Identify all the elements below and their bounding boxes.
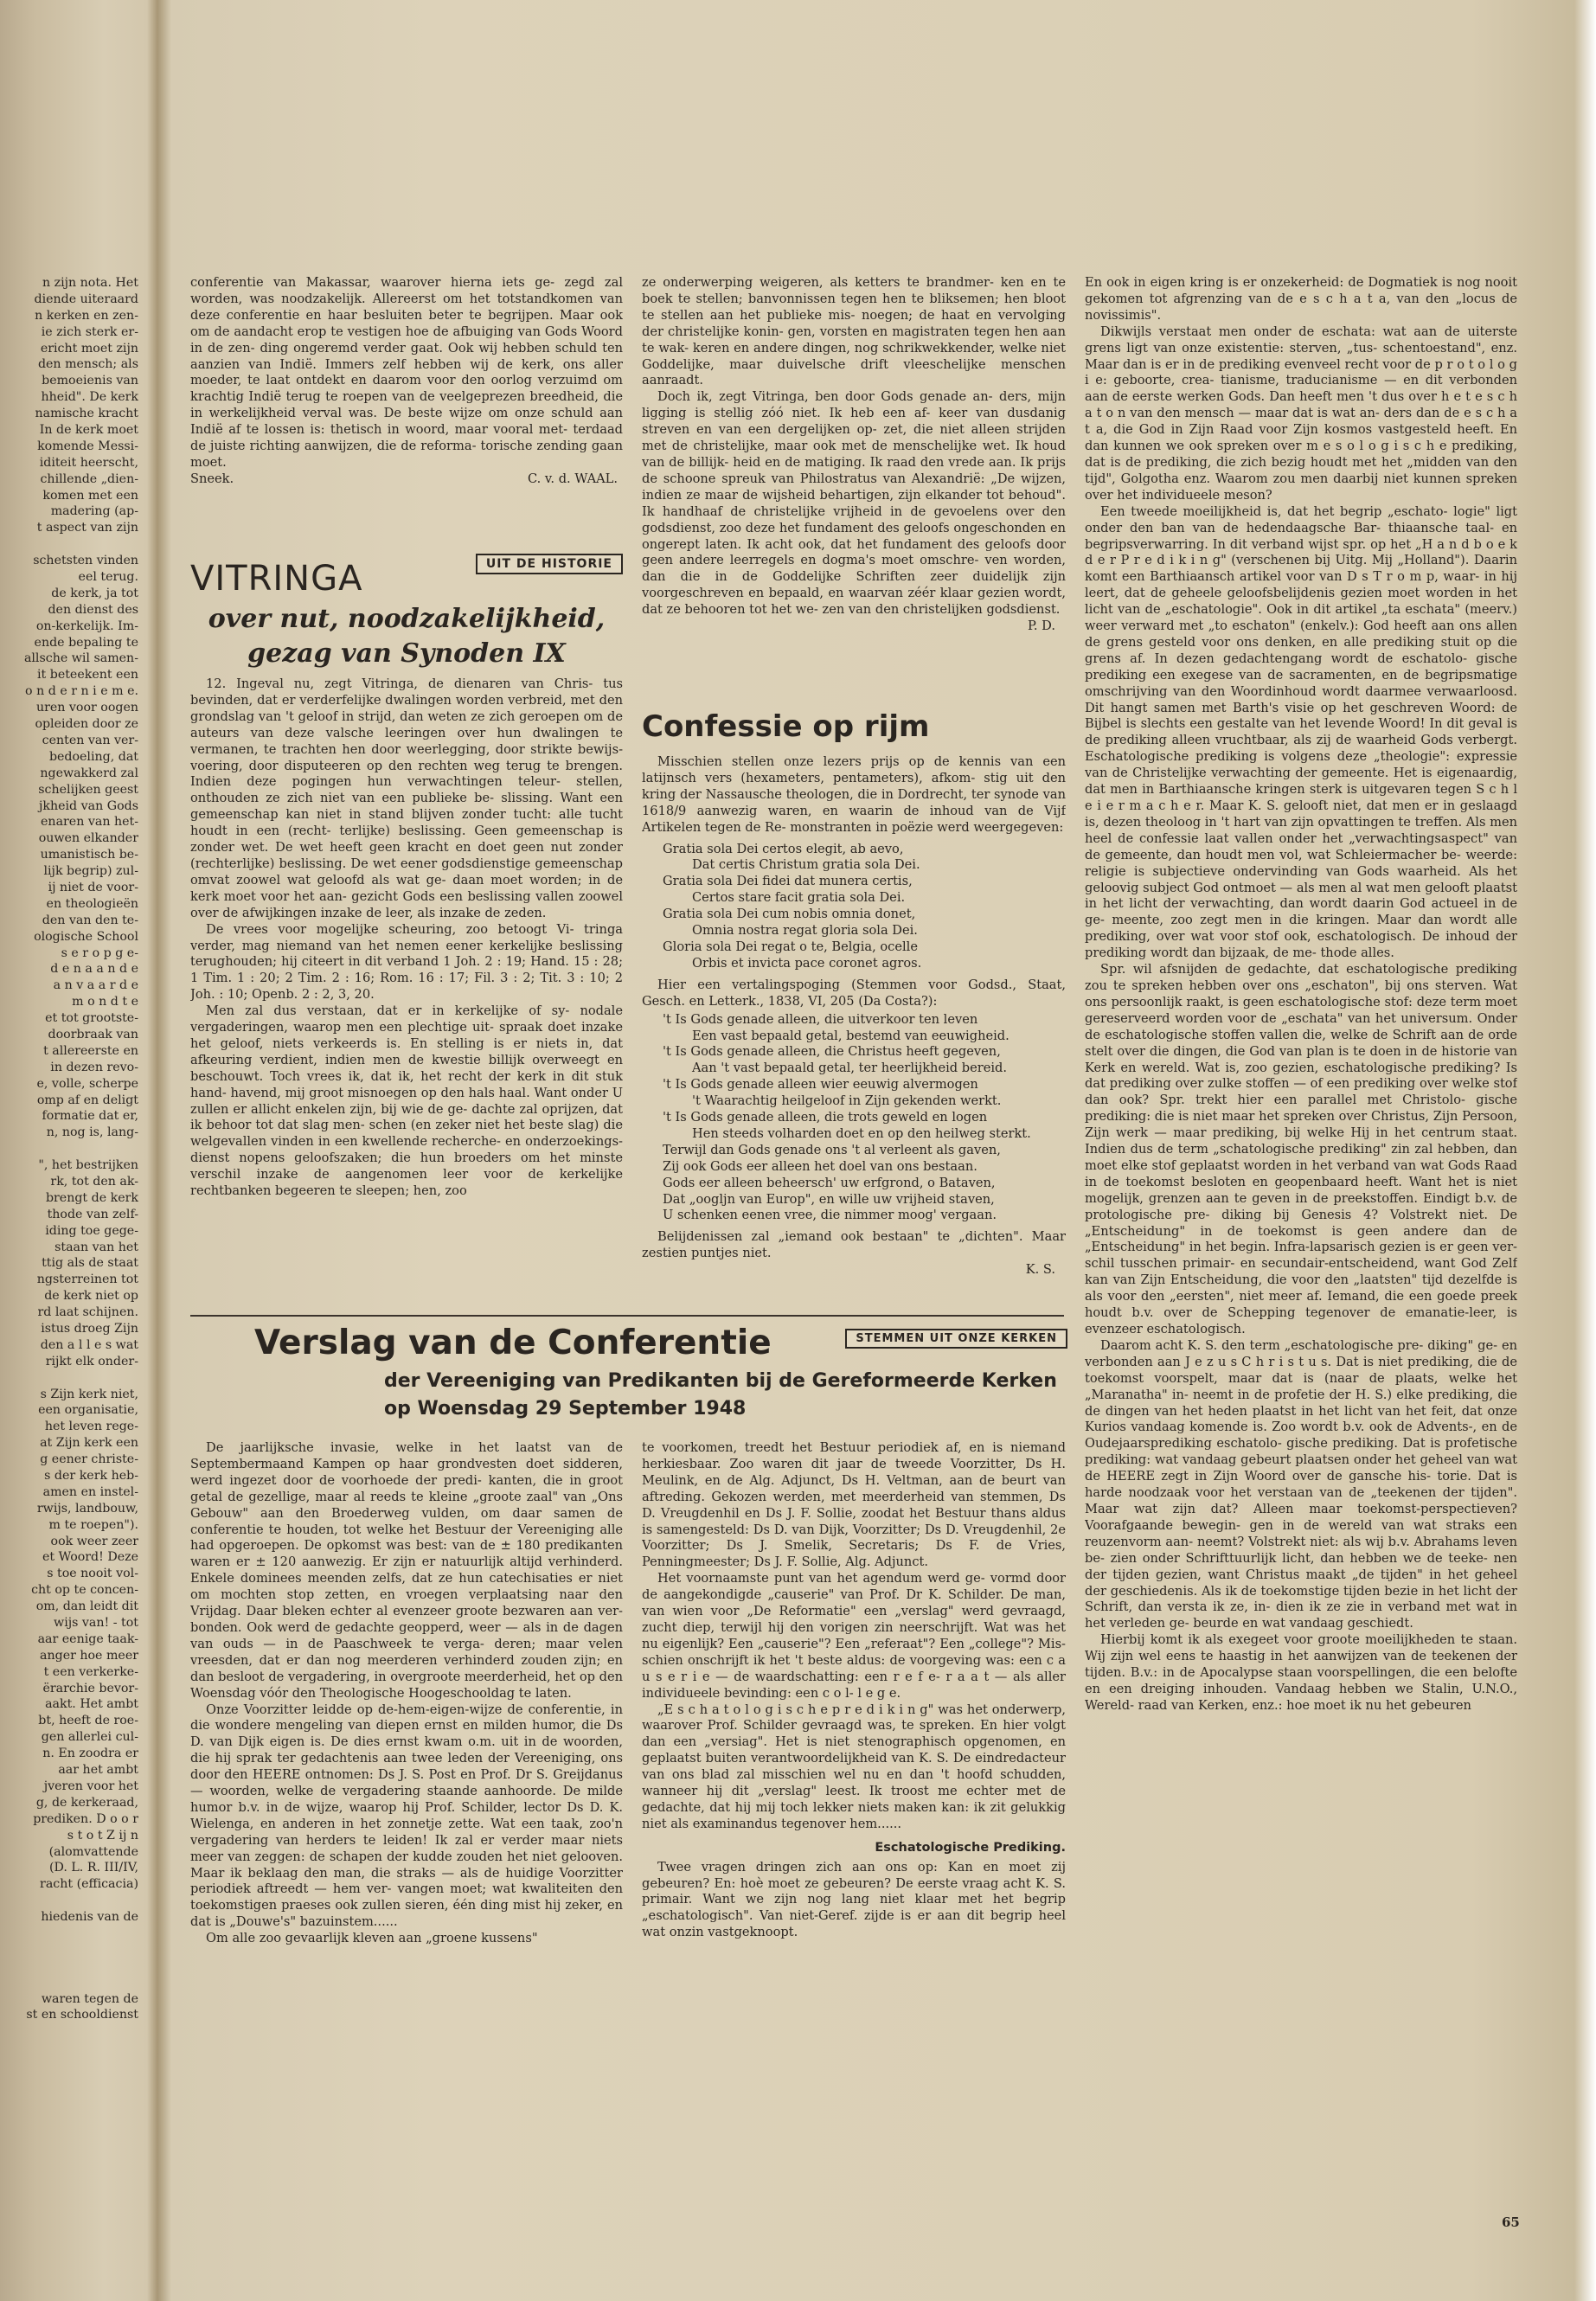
left-strip-line: a n v a a r d e (53, 978, 138, 993)
verslag-header (254, 1324, 1067, 1432)
left-strip-line: jkheid van Gods (38, 798, 138, 813)
left-strip-line: o n d e r n i e m e. (25, 684, 138, 699)
left-strip-line: ttig als de staat (42, 1256, 138, 1271)
section-divider (190, 1315, 1064, 1317)
vitringa-title: VITRINGA (190, 559, 363, 599)
left-strip-line: aar eenige taak- (37, 1631, 138, 1646)
left-strip-line: cht op te concen- (31, 1583, 138, 1598)
dutch-poem-line: 't Is Gods genade alleen, die Christus heeft gegeven, (663, 1044, 1001, 1060)
left-strip-line: formatie dat er, (42, 1109, 138, 1124)
eschatologische-heading: Eschatologische Prediking. (875, 1840, 1066, 1855)
left-strip-line: schetsten vinden (33, 554, 138, 568)
left-strip-line (0, 536, 138, 553)
left-strip-line: lijk begrip) zul- (43, 864, 138, 879)
left-strip-line: bt, heeft de roe- (38, 1714, 138, 1728)
latin-poem-line: Gratia sola Dei cum nobis omnia donet, (663, 907, 916, 922)
left-strip-line: at Zijn kerk een (40, 1436, 138, 1451)
left-strip-line: thode van zelf- (47, 1207, 138, 1221)
vitringa-subtitle-1: over nut, noodzakelijkheid, (208, 604, 606, 634)
makassar-paragraph: conferentie van Makassar, waarover hierna iets ge- zegd zal worden, was noodzakelijk. Allereerst om het totstandkomen van deze conferentie en haar besluiten beter te begrijpen. Maar ook om de aandacht erop te vestigen hoe de afbuiging van Gods Woord in de zen- ding ongeremd verder gaat. Ook wij hebben schuld ten aanzien van Indië. Immers zelf hebben wij de kerk, ons aller moeder, te laat ontdekt en daarom voor den oorlog verzuimd om krachtig Indië terug te roepen van de veelgeprezen breedheid, die in werkelijkheid verval was. De beste wijze om onze schuld aan Indië af te lossen is: thetisch in woord, maar vooral met- terdaad de juiste richting aanwijzen, die de reforma- torische zending gaan moet. (190, 275, 623, 470)
left-strip-line: uren voor oogen (35, 701, 138, 715)
confessie-article (642, 709, 1066, 1279)
left-strip-line: d e n a a n d e (50, 962, 138, 977)
right-paragraph: Een tweede moeilijkheid is, dat het begrip „eschato- logie" ligt onder den ban van de hedendaagsche Bar- thiaansche taal- en begripsverwarring. In dit verband wijst spr. op het „H a n d b o e k d e r P r e d i k i n g" (verschenen bij Uitg. Mij „Holland"). Daarin komt een Barthiaansch artikel voor van D s T r o m p, waar- in hij leert, dat de geheele geloofsbelijdenis gezien moet worden in het licht van de „eschatologie". Ook in dit artikel „ta eschata" (meerv.) weer verward met „to eschaton" (enkelv.): God heeft aan ons allen de grens gesteld voor ons denken, en alle prediking stuit op die grens af. In dezen gedachtengang wordt de eschatolo- gische prediking een exegese van de sacramenten, en de begripsmatige omschrijving van den Woordinhoud wordt daarmee verwaarloosd. Dit hangt samen met Barth's visie op het geschreven Woord: de Bijbel is slechts een gestalte van het levende Woord! In dit geval is de prediking alleen vruchtbaar, als zij de waarheid Gods verbergt. Eschatologische prediking is volgens deze „theologie": expressie van de Christelijke verwachting der gemeente. Het is eigenaardig, dat men in Barthiaansche kringen sterk is uitgevaren tegen S c h l e i e r m a c h e r. Maar K. S. gelooft niet, dat men er in geslaagd is, dezen theoloog in 't hart van zijn opvattingen te treffen. Als men heel de confessie laat vallen onder het „verwachtingsaspect" van de gemeente, dan houdt men vol, wat Schleiermacher be- weerde: religie is subjectieve ondervinding van Gods waarheid. Als het geloovig subject God ontmoet — als men al wat men gelooft plaatst in het licht der verwachting, dan wordt daarin God actueel in de ge- meente, zoo zegt men in die kringen. Maar dan wordt alle prediking, over wat voor stof ook, eschatologisch. De inhoud der prediking wordt dan bijzaak, de me- thode alles. (1085, 503, 1517, 961)
left-strip-line: een organisatie, (38, 1403, 138, 1418)
latin-poem (642, 842, 1066, 972)
left-strip-line: rk, tot den ak- (50, 1174, 138, 1189)
left-strip-line: gen allerlei cul- (41, 1730, 138, 1745)
left-strip-line: e, volle, scherpe (36, 1076, 138, 1091)
verslag-paragraph: Twee vragen dringen zich aan ons op: Kan en moet zij gebeuren? En: hoè moet ze gebeuren? De eerste vraag acht K. S. primair. Want we zijn nog lang niet klaar met het begrip „eschatologisch". Van niet-Geref. zijde is er aan dit begrip heel wat onzin vastgeknoopt. (642, 1859, 1066, 1940)
left-strip-line: racht (efficacia) (40, 1877, 138, 1892)
confessie-title: Confessie op rijm (642, 709, 930, 744)
verslag-paragraph: Het voornaamste punt van het agendum werd ge- vormd door de aangekondigde „causerie" van Prof. Dr K. Schilder. De man, van wien voor „De Reformatie" een „verslag" werd gevraagd, zucht diep, terwijl hij den vorigen zin neerschrijft. Wat was het nu eigenlijk? Een „causerie"? Een „referaat"? Een „college"? Mis- schien onschrijft ik het 't beste aldus: de voorgeving was: een c a u s e r i e — de waardschatting: een r e f e- r a a t — als aller individueele bevinding: een c o l- l e g e. (642, 1571, 1066, 1701)
right-column (1085, 275, 1517, 2221)
left-strip-line: g, de kerkeraad, (35, 1795, 138, 1810)
confessie-closing: Belijdenissen zal „iemand ook bestaan" te „dichten". Maar zestien puntjes niet. (642, 1229, 1066, 1261)
dutch-poem-line: 't Is Gods genade alleen, die uitverkoor ten leven (663, 1011, 978, 1027)
left-strip-line (0, 1370, 138, 1387)
left-strip-line (0, 1893, 138, 1909)
vitringa-paragraph: De vrees voor mogelijke scheuring, zoo betoogt Vi- tringa verder, mag niemand van het nemen eener kerkelijke beslissing terughouden; hij citeert in dit verband 1 Joh. 2 : 19; Hand. 15 : 28; 1 Tim. 1 : 20; 2 Tim. 2 : 16; Rom. 16 : 17; Fil. 3 : 2; Tit. 3 : 10; 2 Joh. : 10; Openb. 2 : 2, 3, 20. (190, 921, 623, 1003)
left-strip-line: hheid". De kerk (41, 390, 138, 405)
left-strip-line: den dienst des (48, 602, 138, 617)
left-strip-line: den van den te- (42, 913, 138, 927)
right-paragraph: Spr. wil afsnijden de gedachte, dat eschatologische prediking zou te spreken hebben over ons „eschaton", bij ons sterven. Wat ons persoonlijk raakt, is geen eschatologische stof: deze term moet gereserveerd worden voor de „eschata" van het universum. Onder de eschatologische stoffen vallen die, welke de Schrift aan de orde stelt over die dingen, die God van plan is te doen in de historie van Kerk en wereld. Wat is, zoo gezien, eschatologische prediking? Is dat prediking over zulke stoffen — of een prediking over welke stof dan ook? Spr. trekt hier een parallel met Christolo- gische prediking: die is niet maar het spreken over Christus, Zijn Persoon, Zijn werk — maar prediking, bij welke Hij in het centrum staat. Indien dus de term „schatologische prediking" zin zal hebben, dan moet elke stof geplaatst worden in het verband van wat Gods Raad in de toekomst besloten en geopenbaard heeft. Want het is niet mogelijk, grenzen aan te geven in de preekstoffen. Eindigt b.v. de protologische pre- diking bij Genesis 4? Volstrekt niet. De „Entscheidung" in de toekomst is geen andere dan de „Entscheidung" in het begin. Infra-lapsarisch gezien is er geen ver- schil tusschen primair- en secundair-entscheidend, want God Zelf kan van Zijn Entscheidung, die voor den „laatsten" tijd dezelfde is als voor den „eersten", niet meer af. Iemand, die een goede preek houdt b.v. over de Schepping tegenover de emanatie-leer, is evenzeer eschatologisch. (1085, 962, 1517, 1336)
dutch-poem-line: 't Is Gods genade alleen wier eeuwig alvermogen (663, 1077, 978, 1093)
left-strip-line: allsche wil samen- (23, 651, 138, 666)
dutch-poem-line: U schenken eenen vree, die nimmer moog' vergaan. (663, 1208, 997, 1223)
left-strip-line: chillende „dien- (40, 471, 138, 486)
left-strip-line: brengt de kerk (45, 1190, 138, 1205)
right-paragraph: Hierbij komt ik als exegeet voor groote moeilijkheden te staan. Wij zijn wel eens te haastig in het aanwijzen van de teekenen der tijden. B.v.: in de Apocalypse staan voorspellingen, die een belofte en een dreiging inhouden. Vandaag hebben we Stalin, U.N.O., Wereld- raad van Kerken, enz.: hoe moet ik nu het gebeuren (1085, 1632, 1517, 1713)
left-strip-line (0, 1141, 138, 1157)
latin-poem-line: Orbis et invicta pace coronet agros. (692, 955, 922, 971)
makassar-article (190, 275, 623, 488)
stemmen-tag: STEMMEN UIT ONZE KERKEN (845, 1329, 1067, 1349)
confessie-author: K. S. (1025, 1262, 1055, 1278)
left-strip-line: waren tegen de (41, 1991, 138, 2006)
latin-poem-line: Certos stare facit gratia sola Dei. (692, 890, 906, 906)
latin-poem-line: Omnia nostra regat gloria sola Dei. (692, 923, 918, 939)
left-strip-line: in dezen revo- (50, 1060, 138, 1074)
left-strip-line: rd laat schijnen. (37, 1305, 138, 1320)
verslag-paragraph: Om alle zoo gevaarlijk kleven aan „groene kussens" (206, 1931, 538, 1946)
left-strip-line: istus droeg Zijn (41, 1322, 138, 1336)
verslag-paragraph: Onze Voorzitter leidde op de-hem-eigen-wijze de conferentie, in die wondere mengeling van diepen ernst en milden humor, die Ds D. van Dijk eigen is. De dies ernst kwam o.m. uit in de woorden, die hij sprak ter gedachtenis aan twee leden der Vereeniging, ons door den HEERE ontnomen: Ds J. S. Post en Prof. Dr S. Greijdanus — woorden, welke de vergadering staande aanhoorde. De milde humor b.v. in de wijze, waarop hij Prof. Schilder, lector Ds D. K. Wielenga, en anderen in het zonnetje zette. Wat een taak, zoo'n vergadering van herders te leiden! Ik zal er verder maar niets meer van zeggen: de schapen der kudde zouden het niet gelooven. Maar ik beklaag den man, die straks — als de huidige Voorzitter periodiek aftreedt — hem ver- vangen moet; wat kwaliteiten den toekomstigen praeses ook zullen sieren, één ding mist hij zeker, en dat is „Douwe's" bazuinstem...... (190, 1702, 623, 1930)
left-strip-line: iditeit heerscht, (39, 455, 138, 470)
left-strip-line: schelijken geest (38, 782, 138, 797)
left-strip-line: n, nog is, lang- (46, 1125, 138, 1140)
left-cut-column (0, 275, 138, 2023)
verslag-paragraph: „E s c h a t o l o g i s c h e p r e d i k i n g" was het onderwerp, waarover Prof. Schilder gevraagd was, te spreken. En hier volgt dan een „versiag". Het is niet stenographisch opgenomen, en geplaatst buiten verantwoordelijkheid van K. S. De eindredacteur van ons blad zal misschien wel nu en dan 't hoofd schudden, wanneer hij dit „verslag" leest. Ik troost me echter met de gedachte, dat hij mij toch lekker niets maken kan: ik zit gelukkig niet als examinandus tegenover hem...... (642, 1702, 1066, 1831)
left-strip-line: ouwen elkander (38, 831, 138, 846)
verslag-title: Verslag van de Conferentie (254, 1324, 772, 1362)
left-strip-line: it beteekent een (37, 668, 138, 683)
right-paragraph: En ook in eigen kring is er onzekerheid: de Dogmatiek is nog nooit gekomen tot afgrenzing van de e s c h a t a, van den „locus de novissimis". (1085, 275, 1517, 323)
page-number: 65 (1502, 2214, 1520, 2230)
verslag-subtitle-2: op Woensdag 29 September 1948 (384, 1398, 747, 1420)
latin-poem-line: Dat certis Christum gratia sola Dei. (692, 857, 920, 873)
latin-poem-line: Gratia sola Dei certos elegit, ab aevo, (663, 841, 904, 856)
latin-poem-line: Gratia sola Dei fidei dat munera certis, (663, 874, 913, 889)
continuation-author: P. D. (1028, 619, 1055, 634)
left-strip-line: den mensch; als (37, 357, 138, 372)
left-strip-line: g eener christe- (40, 1452, 138, 1467)
vitringa-subtitle-2: gezag van Synoden IX (247, 638, 566, 669)
translation-intro: Hier een vertalingspoging (Stemmen voor Godsd., Staat, Gesch. en Letterk., 1838, VI, 205 (Da Costa?): (642, 977, 1066, 1009)
left-strip-line: omp af en deligt (36, 1093, 138, 1107)
left-strip-line: ende bepaling te (34, 635, 138, 650)
left-strip-line: s der kerk heb- (44, 1469, 138, 1484)
left-strip-line: prediken. D o o r (33, 1811, 138, 1826)
left-strip-line: ", het bestrijken (38, 1158, 138, 1173)
left-strip-line: enaren van het- (41, 815, 138, 830)
left-strip-line: wijs van! - tot (54, 1616, 138, 1631)
left-strip-line: n. En zoodra er (42, 1747, 138, 1761)
left-strip-line: t allereerste en (43, 1043, 138, 1058)
dutch-poem-line: Zij ook Gods eer alleen het doel van ons bestaan. (663, 1158, 977, 1174)
verslag-column-2 (642, 1440, 1066, 2253)
verslag-paragraph: De jaarlijksche invasie, welke in het laatst van de Septembermaand Kampen op haar grondvesten doet sidderen, werd ingezet door de voorhoede der predi- kanten, die in groot getal de gezellige, maar al reeds te kleine „groote zaal" van „Ons Gebouw" aan den Broederweg vulden, om daar samen de conferentie te houden, tot welke het Bestuur der Vereeniging alle had opgeroepen. De opkomst was best: van de ± 180 predikanten waren er ± 120 aanwezig. Er zijn er natuurlijk altijd verhinderd. Enkele dominees meenden zelfs, dat ze hun catechisaties er niet om mochten stop zetten, en vroegen verplaatsing naar den Vrijdag. Daar bleken echter al evenzeer groote bezwaren aan ver- bonden. Ook werd de gedachte geopperd, weer — als in de dagen van ouds — in de Paaschweek te verga- deren; maar velen vreesden, dat er dan nog meerderen verhinderd zouden zijn; en dan besloot de vergadering, in overgroote meerderheid, het op den Woensdag vóór den Theologische Hoogeschooldag te laten. (190, 1440, 623, 1701)
vitringa-paragraph: 12. Ingeval nu, zegt Vitringa, de dienaren van Chris- tus bevinden, dat er verderfelijke dwalingen worden verbreid, met den grondslag van 't geloof in strijd, dan weten ze zich geroepen om de auteurs van deze valsche leeringen over hun dwalingen te vermanen, te trachten hen door weerlegging, door strikte bewijs- voering, door disputeeren op den rechten weg terug te brengen. Indien deze pogingen hun verwachtingen teleur- stellen, onthouden ze zich niet van een publieke be- slissing. Want een gemeenschap kan niet in stand blijven zonder tucht: alle tucht houdt in een (recht- terlijke) beslissing. Geen gemeenschap is zonder wet. De wet heeft geen kracht en doet geen nut zonder (rechterlijke) beslissing. De wet eener godsdienstige gemeenschap omvat zoowel wat geloofd als wat ge- daan moet worden; in de kerk moet voor het aan- gezicht Gods een beslissing vallen zoowel over de afwijkingen inzake de leer, als inzake de zeden. (190, 676, 623, 920)
left-strip-line: madering (ap- (50, 504, 138, 519)
left-strip-line: de kerk niet op (44, 1289, 138, 1304)
left-strip-line: s t o t Z ij n (67, 1828, 138, 1843)
left-strip-line: umanistisch be- (40, 848, 138, 862)
left-strip-line: den a l l e s wat (40, 1337, 138, 1352)
left-strip-line: ie zich sterk er- (41, 324, 138, 339)
left-strip-line: ngewakkerd zal (40, 766, 138, 780)
left-strip-line: komende Messi- (37, 439, 138, 453)
left-strip-line: anger hoe meer (40, 1648, 138, 1663)
left-strip-line: en theologieën (46, 896, 138, 911)
vitringa-continuation (642, 275, 1066, 635)
dutch-poem-line: Hen steeds volharden doet en op den heilweg sterkt. (692, 1125, 1031, 1141)
left-strip-line: (D. L. R. III/IV, (48, 1861, 138, 1875)
left-strip-line: on-kerkelijk. Im- (35, 619, 138, 633)
left-strip-line (0, 1958, 138, 1975)
left-strip-line: amen en instel- (42, 1484, 138, 1499)
left-strip-line: ngsterreinen tot (36, 1272, 138, 1287)
latin-poem-line: Gloria sola Dei regat o te, Belgia, ocelle (663, 939, 918, 954)
verslag-paragraph: te voorkomen, treedt het Bestuur periodiek af, en is niemand herkiesbaar. Zoo waren dit jaar de tweede Voorzitter, Ds H. Meulink, en de Alg. Adjunct, Ds H. Veltman, aan de beurt van aftreding. Gekozen werden, met meerderheid van stemmen, Ds D. Vreugdenhil en Ds J. F. Sollie, zoodat het Bestuur thans aldus is samengesteld: Ds D. van Dijk, Voorzitter; Ds D. Vreugdenhil, 2e Voorzitter; Ds J. Smelik, Secretaris; Ds F. de Vries, Penningmeester; Ds J. F. Sollie, Alg. Adjunct. (642, 1440, 1066, 1570)
left-strip-line: m o n d t e (72, 995, 138, 1009)
left-strip-line: eel terug. (78, 570, 138, 585)
right-paragraph: Dikwijls verstaat men onder de eschata: wat aan de uiterste grens ligt van onze existentie: sterven, „tus- schentoestand", enz. Maar dan is er in de prediking evenveel recht voor de p r o t o l o g i e: geboorte, crea- tianisme, traducianisme — en dit verbonden aan de eerste werken Gods. Dan heeft men 't dus over h e t e s c h a t o n van den mensch — maar dat is wat an- ders dan de e s c h a t a, die God in Zijn Raad voor Zijn kosmos vastgesteld heeft. En dan kunnen we ook spreken over m e s o l o g i s c h e prediking, dat is de prediking, die zich bezig houdt met het „midden van den tijd", Golgotha enz. Waarom zou men daarbij niet kunnen spreken over het individueele meson? (1085, 324, 1517, 503)
left-strip-line: centen van ver- (42, 733, 138, 747)
left-strip-line: ologische School (34, 929, 138, 944)
left-strip-line: doorbraak van (48, 1027, 138, 1042)
left-strip-line: t een verkerke- (43, 1664, 138, 1679)
verslag-subtitle-1: der Vereeniging van Predikanten bij de Gereformeerde Kerken (384, 1370, 1057, 1392)
confessie-intro: Misschien stellen onze lezers prijs op de kennis van een latijnsch vers (hexameters, pentameters), afkom- stig uit den kring der Nassausche theologen, die in Dordrecht, ter synode van 1618/9 aanwezig waren, en waarin de inhoud van de Vijf Artikelen tegen de Re- monstranten in poëzie werd weergegeven: (642, 754, 1066, 835)
left-strip-line: rwijs, landbouw, (36, 1501, 138, 1516)
left-strip-line: diende uiteraard (34, 292, 138, 306)
left-strip-line: ericht moet zijn (40, 341, 138, 356)
right-paragraph: Daarom acht K. S. den term „eschatologische pre- diking" ge- en verbonden aan J e z u s C h r i s t u s. Dat is niet prediking, die de toekomst voorspelt, maar dat is (naar de plaats, welke het „Maranatha" in- neemt in de profetie der H. S.) elke prediking, die de dingen van het heden plaatst in het licht van het feit, dat onze Kurios vandaag komende is. Zoo wordt b.v. ook de Advents-, en de Oudejaarsprediking eschatolo- gische prediking. Dat is profetische prediking: wat vandaag gebeurt plaatsen onder het geheel van wat de HEERE zegt in Zijn Woord over de gansche his- torie. Dat is harde noodzaak voor het verstaan van de „teekenen der tijden". Maar wat zijn dat? Alleen maar toekomst-perspectieven? Voorafgaande bewegin- gen in de wereld van wat straks een reuzenvorm aan- neemt? Volstrekt niet: als wij b.v. Abrahams leven be- zien onder Schrifttuurlijk licht, dan hebben we de teeke- nen der tijden gezien, want Christus maakt „de tijden" in het geheel der geschiedenis. Als ik de toekomstige tijden bezie in het licht der Schrift, dan versta ik ze, in- dien ik ze zie in verband met wat in het verleden ge- beurde en wat vandaag geschiedt. (1085, 1337, 1517, 1631)
dutch-poem-line: Aan 't vast bepaald getal, ter heerlijkheid bereid. (692, 1061, 1007, 1076)
left-strip-line: ook weer zeer (50, 1534, 138, 1548)
left-strip-line: bemoeienis van (42, 374, 138, 388)
left-strip-line: hiedenis van de (41, 1910, 138, 1925)
dutch-poem (642, 1012, 1066, 1225)
left-strip-line: ij niet de voor- (48, 880, 138, 894)
dutch-poem-line: Dat „oogljn van Europ", en wille uw vrijheid staven, (663, 1191, 995, 1207)
left-strip-line: rijkt elk onder- (45, 1354, 138, 1368)
left-strip-line: komen met een (42, 488, 138, 503)
left-strip-line: m te roepen"). (48, 1517, 138, 1532)
history-tag: UIT DE HISTORIE (476, 554, 623, 574)
left-strip-line: (alomvattende (48, 1844, 138, 1859)
left-strip-line: de kerk, ja tot (51, 586, 138, 600)
continuation-paragraph: ze onderwerping weigeren, als ketters te brandmer- ken en te boek te stellen; banvonnissen tegen hen te bliksemen; hen bloot te stellen aan het publieke mis- noegen; de haat en vervolging der christelijke konin- gen, vorsten en magistraten tegen hen aan te wak- keren en andere dingen, nog schrikwekkender, welke niet Goddelijke, maar duivelsche drift vleeschelijke menschen aanraadt. (642, 275, 1066, 388)
dutch-poem-line: Een vast bepaald getal, bestemd van eeuwigheid. (692, 1028, 1010, 1043)
left-strip-line: jveren voor het (43, 1779, 138, 1793)
dutch-poem-line: Gods eer alleen beheersch' uw erfgrond, o Bataven, (663, 1175, 996, 1190)
left-strip-line: s toe nooit vol- (47, 1567, 138, 1581)
makassar-place: Sneek. (190, 471, 234, 486)
vitringa-paragraph: Men zal dus verstaan, dat er in kerkelijke of sy- nodale vergaderingen, waarop men een plechtige uit- spraak doet inzake het geloof, niets verkeerds is. En stelling is er niets in, dat afkeuring verdient, indien men de kwestie billijk overweegt en beschouwt. Toch vrees ik, dat ik, het recht der kerk in dit stuk hand- havend, mij groot misnoegen op den hals haal. Want onder U zullen er allicht enkelen zijn, bij wie de ge- dachte zal oprijzen, dat ik behoor tot dat slag men- schen (en zeker niet het beste slag) die welgevallen vinden in een kwellende recherche- en onderzoekings- dienst nopens geloofszaken; die hun broeders om het minste verschil inzake de aangenomen leer voor de kerkelijke rechtbanken begeeren te sleepen; hen, zoo (190, 1003, 623, 1199)
makassar-author: C. v. d. WAAL. (527, 471, 618, 486)
dutch-poem-line: 't Waarachtig heilgeloof in Zijn gekenden werkt. (692, 1093, 1002, 1109)
continuation-paragraph: Doch ik, zegt Vitringa, ben door Gods genade an- ders, mijn ligging is stellig zóó niet. Ik heb een af- keer van dusdanig streven en van een dergelijken op- zet, die niet alleen strijden met de christelijke, maar ook met de menschelijke wet. Ik houd van de billijk- heid en de matiging. Ik raad den vrede aan. Ik prijs de schoone spreuk van Philostratus van Alexandrië: „De wijzen, indien ze maar de wijsheid behartigen, zijn elkander tot behoud". Ik handhaaf de christelijke vrijheid in de gevoelens over den godsdienst, zoo deze het fundament des geloofs ongeschonden en ongerept laten. Ik acht ook, dat het fundament des geloofs door geen andere leerregels en dogma's moet omschre- ven worden, dan die in de Goddelijke Schriften zeer duidelijk zijn voorgeschreven en bepaald, en waarvan zéér klaar gezien wordt, dat ze behooren tot het we- zen van den christelijken godsdienst. (642, 389, 1066, 618)
left-strip-line: st en schooldienst (26, 2008, 138, 2022)
left-strip-line: et Woord! Deze (42, 1550, 138, 1565)
left-strip-line: opleiden door ze (35, 717, 138, 732)
left-strip-line: ërarchie bevor- (42, 1681, 138, 1695)
left-strip-line (0, 1975, 138, 1991)
left-strip-line: om, dan leidt dit (35, 1599, 138, 1614)
left-strip-line: namische kracht (35, 407, 138, 421)
left-strip-line: staan van het (54, 1240, 138, 1254)
left-strip-line: et tot grootste- (45, 1011, 138, 1026)
left-strip-line: n zijn nota. Het (42, 276, 138, 290)
left-strip-line: het leven rege- (44, 1420, 138, 1434)
left-strip-line: s e r o p g e- (61, 945, 138, 960)
left-strip-line: iding toe gege- (45, 1223, 138, 1238)
left-strip-line: In de kerk moet (39, 423, 138, 438)
dutch-poem-line: 't Is Gods genade alleen, die trots geweld en logen (663, 1110, 988, 1125)
left-strip-line (0, 1926, 138, 1942)
dutch-poem-line: Terwijl dan Gods genade ons 't al verleent als gaven, (663, 1142, 1001, 1157)
left-strip-line (0, 1942, 138, 1958)
left-strip-line: s Zijn kerk niet, (40, 1387, 138, 1401)
left-strip-line: n kerken en zen- (35, 308, 138, 323)
vitringa-body (190, 676, 623, 1317)
left-strip-line: aar het ambt (58, 1763, 138, 1778)
left-strip-line: aakt. Het ambt (45, 1697, 138, 1712)
left-strip-line: bedoeling, dat (48, 749, 138, 764)
verslag-column-1 (190, 1440, 623, 2253)
left-strip-line: t aspect van zijn (36, 521, 138, 535)
